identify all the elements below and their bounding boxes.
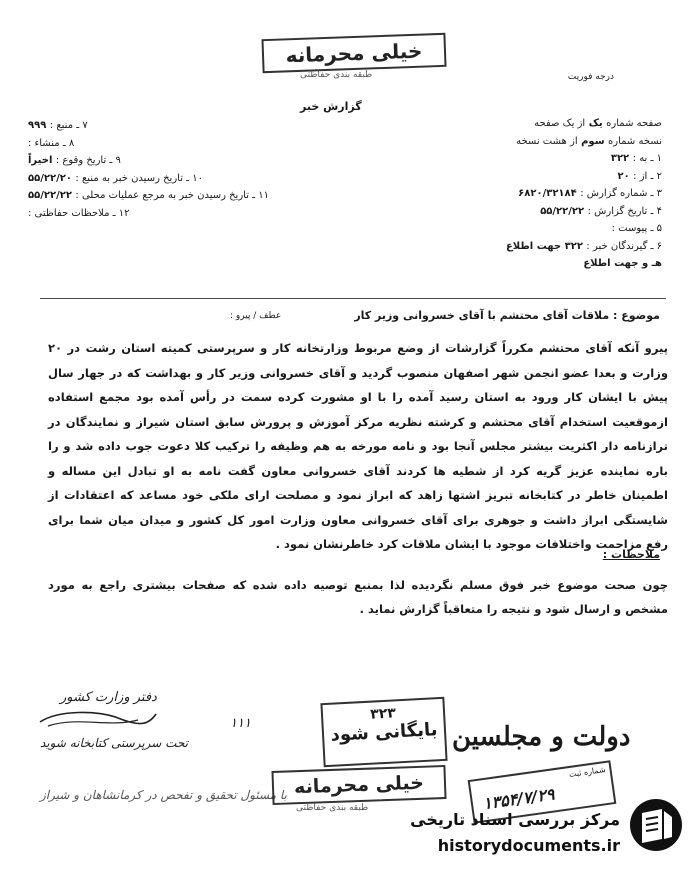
field-value: ۶۸۲۰/۳۲۱۸۴ <box>518 188 577 199</box>
field-label: ۹ ـ تاریخ وقوع : <box>55 155 121 166</box>
field-suffix: از یک صفحه <box>534 118 586 129</box>
subject-line: موضوع : ملاقات آقای محتشم با آقای خسروانی وزیر کار <box>354 309 660 322</box>
field-label: ۱۲ ـ ملاحظات حفاظتی : <box>28 207 130 219</box>
field-label: ۶ ـ گیرندگان خبر : <box>586 240 662 252</box>
notes-text: چون صحت موضوع خبر فوق مسلم نگردیده لذا بمنبع توصیه داده شده که صفحات بیشتری راجع به مورد مشخص و ارسال شود و نتیجه را متعاقباً گزارش نماید . <box>48 578 668 616</box>
right-field-row <box>518 188 662 199</box>
field-label: ۱ ـ به : <box>632 153 662 164</box>
field-value: ۲۰ <box>617 170 630 182</box>
classification-stamp-top: خیلی محرمانه <box>261 33 446 73</box>
field-label: ۷ ـ منبع : <box>49 120 88 131</box>
right-field-row <box>516 136 662 147</box>
notes-label: ملاحظات : <box>602 548 660 561</box>
handwritten-note-line-3: تحت سرپرستی کتابخانه شوید <box>40 736 189 750</box>
right-field-row <box>617 171 662 182</box>
field-value: ۳۲۲ جهت اطلاع <box>505 240 583 252</box>
handwritten-note-line-2: ۱۱۱ <box>230 716 251 731</box>
right-field-row <box>583 258 662 269</box>
right-field-row <box>534 118 662 129</box>
field-value: اخیراً <box>28 155 53 166</box>
archive-logo-icon <box>628 797 684 853</box>
field-value: ۳۲۲ <box>610 153 630 164</box>
left-field-row <box>28 155 121 166</box>
handwritten-note-line-1: دفتر وزارت کشور <box>60 690 157 705</box>
field-value: ۵۵/۲۲/۲۲ <box>540 205 585 217</box>
signature-scribble-icon <box>38 708 158 730</box>
right-field-row <box>540 206 662 217</box>
field-label: ۴ ـ تاریخ گزارش : <box>587 205 662 217</box>
right-field-row <box>611 153 662 164</box>
header-divider <box>40 298 666 299</box>
field-suffix: از هشت نسخه <box>516 135 578 147</box>
field-label: ۱۱ ـ تاریخ رسیدن خبر به مرجع عملیات محلی : <box>75 190 270 201</box>
archive-stamp-number: ۳۲۳ <box>369 705 397 723</box>
classification-stamp-top-subtitle: طبقه بندی حفاظتی <box>300 70 373 80</box>
date-stamp-label: شماره ثبت <box>568 764 607 780</box>
field-label: نسخه شماره <box>608 135 662 147</box>
field-value: ۵۵/۲۲/۲۲ <box>28 190 72 201</box>
field-label: ۲ ـ از : <box>633 170 662 182</box>
field-value: سوم <box>581 135 605 147</box>
handwritten-note-line-4: با مسئول تحقیق و تفحص در کرمانشاهان و شیراز <box>40 788 287 802</box>
field-label: ۳ ـ شماره گزارش : <box>580 188 662 199</box>
field-value: هـ و جهت اطلاع <box>583 258 662 269</box>
field-label: ۱۰ ـ تاریخ رسیدن خبر به منبع : <box>75 172 204 184</box>
left-field-row <box>28 120 88 131</box>
subject-reference: عطف / پیرو : <box>230 311 282 321</box>
right-field-row <box>612 223 662 234</box>
field-value: یک <box>588 118 603 129</box>
watermark-persian: مرکز بررسی اسناد تاریخی <box>410 810 620 829</box>
field-value: ۵۵/۲۲/۲۰ <box>28 172 72 184</box>
classification-stamp-bottom: خیلی محرمانه <box>271 765 446 805</box>
archive-stamp <box>320 697 447 767</box>
left-field-row <box>28 208 130 219</box>
report-body: پیرو آنکه آقای محتشم مکرراً گزارشات از وضع مربوط وزارتخانه کار و سرپرستی کمیته استان رشت در ۲۰ وزارت و بعدا عضو انجمن شهر اصفهان منصوب گردید و آقای خسروانی وزیر کار و بهداشت که در جهار سال پیش با ایشان کار ورود به استان رسید آمده را با او مشورت کرده سمت در رأس آمده بود مجمع استفاده ازموقعیت استخدام آقای محتشم و کرشته نظریه مرکز آموزش و پرورش سابق استان شیراز و نمایندگان در ترازنامه دار اکثریت بیشتر مجلس آنجا بود و نامه مورخه به هم وظیفه را ترکیب کلا دعوت جوب داده شد و را باره نماینده عزیز گریه کرد از شطیه ها کردند آقای خسروانی معاون گفت نامه به او تبادل این مساله و اطمینان خاطر در کتابخانه تبریز اشتها زاهد که ابراز نمود و مصلحت ارای ملکی خود مساعد که اعتقادات از شایستگی ابراز داشت و جوهری برای آقای خسروانی معاون وزارت امور کل کشور و میدان میان شما برای رفع مزاحمت واختلافات موجود با ایشان ملاقات کرد خاطرنشان نمود . <box>48 341 668 551</box>
field-label: ۸ ـ منشاء : <box>28 137 75 149</box>
classification-stamp-bottom-subtitle: طبقه بندی حفاظتی <box>296 803 369 813</box>
urgency-label: درجه فوریت <box>567 72 614 82</box>
watermark-url: historydocuments.ir <box>437 836 620 855</box>
government-title: دولت و مجلسین <box>452 722 631 752</box>
field-value: ۹۹۹ <box>28 120 47 131</box>
date-stamp-value: ۱۳۵۴/۷/۲۹ <box>481 784 556 814</box>
left-field-row <box>28 173 203 184</box>
left-field-row <box>28 138 74 149</box>
right-field-row <box>506 241 662 252</box>
left-field-row <box>28 190 269 201</box>
archive-stamp-text: بایگانی شود <box>330 719 438 746</box>
report-title: گزارش خبر <box>300 100 362 113</box>
field-label: ۵ ـ پیوست : <box>611 223 662 234</box>
field-label: صفحه شماره <box>606 118 662 129</box>
